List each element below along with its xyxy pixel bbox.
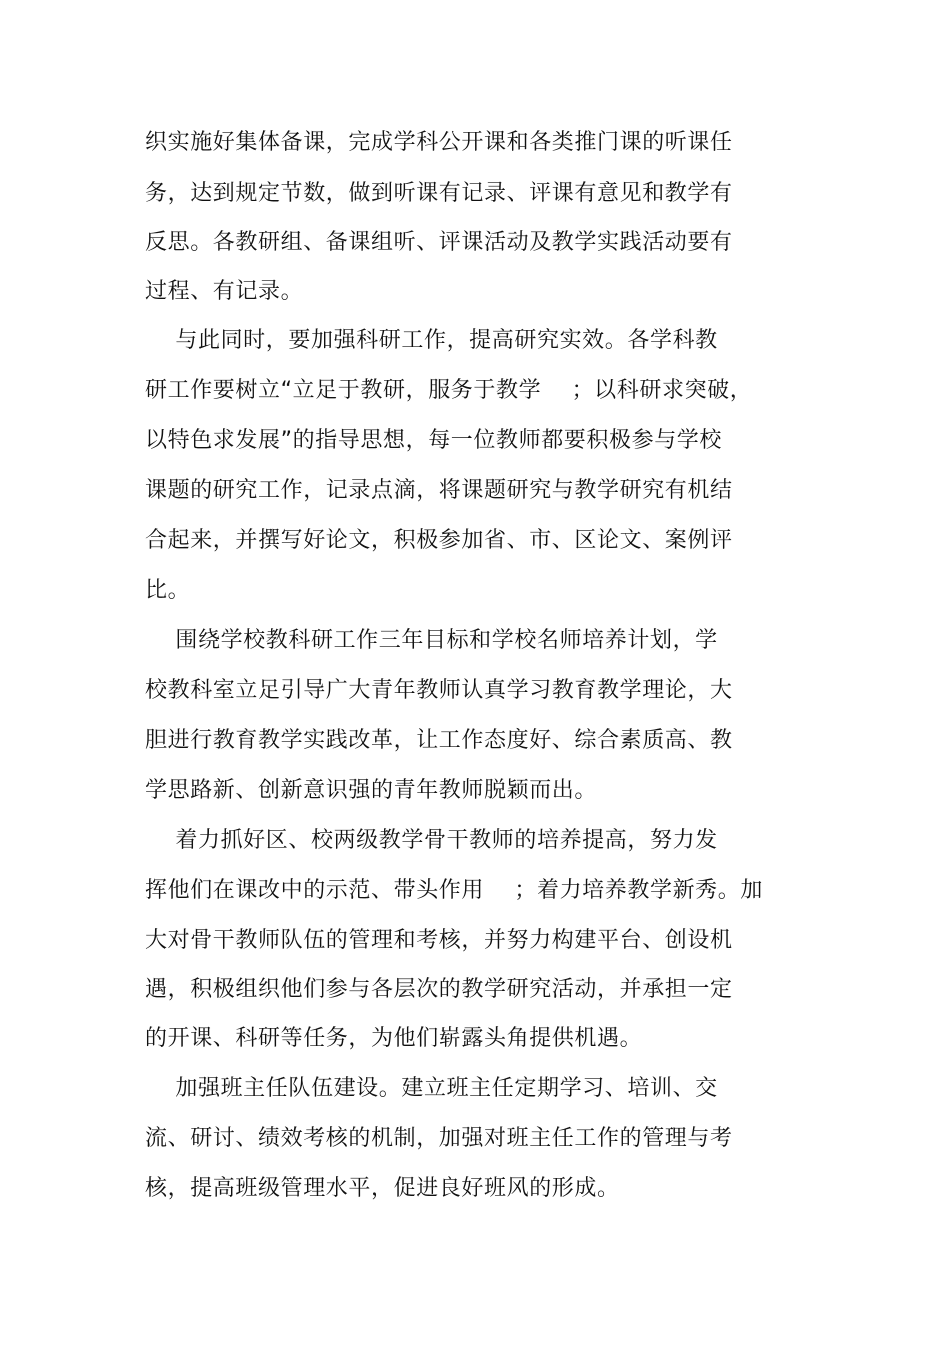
text-line: 着力抓好区、校两级教学骨干教师的培养提高，努力发 xyxy=(145,828,718,853)
text-line: 合起来，并撰写好论文，积极参加省、市、区论文、案例评 xyxy=(145,528,733,553)
text-line: 遇，积极组织他们参与各层次的教学研究活动，并承担一定 xyxy=(145,977,733,1002)
text-line: 挥他们在课改中的示范、带头作用 ；着力培养教学新秀。加 xyxy=(145,878,763,903)
text-line: 务，达到规定节数，做到听课有记录、评课有意见和教学有 xyxy=(145,181,733,206)
text-line: 大对骨干教师队伍的管理和考核，并努力构建平台、创设机 xyxy=(145,928,733,953)
text-line: 研工作要树立“立足于教研，服务于教学 ；以科研求突破， xyxy=(145,378,753,403)
text-line: 加强班主任队伍建设。建立班主任定期学习、培训、交 xyxy=(145,1076,718,1101)
text-line: 核，提高班级管理水平，促进良好班风的形成。 xyxy=(145,1176,620,1201)
text-line: 校教科室立足引导广大青年教师认真学习教育教学理论，大 xyxy=(145,678,733,703)
text-line: 胆进行教育教学实践改革，让工作态度好、综合素质高、教 xyxy=(145,728,733,753)
text-line: 学思路新、创新意识强的青年教师脱颖而出。 xyxy=(145,778,598,803)
text-line: 以特色求发展”的指导思想，每一位教师都要积极参与学校 xyxy=(145,428,722,453)
text-line: 与此同时，要加强科研工作，提高研究实效。各学科教 xyxy=(145,328,718,353)
text-line: 课题的研究工作，记录点滴，将课题研究与教学研究有机结 xyxy=(145,478,733,503)
text-line: 围绕学校教科研工作三年目标和学校名师培养计划，学 xyxy=(145,628,718,653)
text-line: 织实施好集体备课，完成学科公开课和各类推门课的听课任 xyxy=(145,130,733,155)
text-line: 的开课、科研等任务，为他们崭露头角提供机遇。 xyxy=(145,1026,643,1051)
text-line: 流、研讨、绩效考核的机制，加强对班主任工作的管理与考 xyxy=(145,1126,733,1151)
text-line: 比。 xyxy=(145,578,191,603)
text-line: 过程、有记录。 xyxy=(145,279,304,304)
text-line: 反思。各教研组、备课组听、评课活动及教学实践活动要有 xyxy=(145,230,733,255)
